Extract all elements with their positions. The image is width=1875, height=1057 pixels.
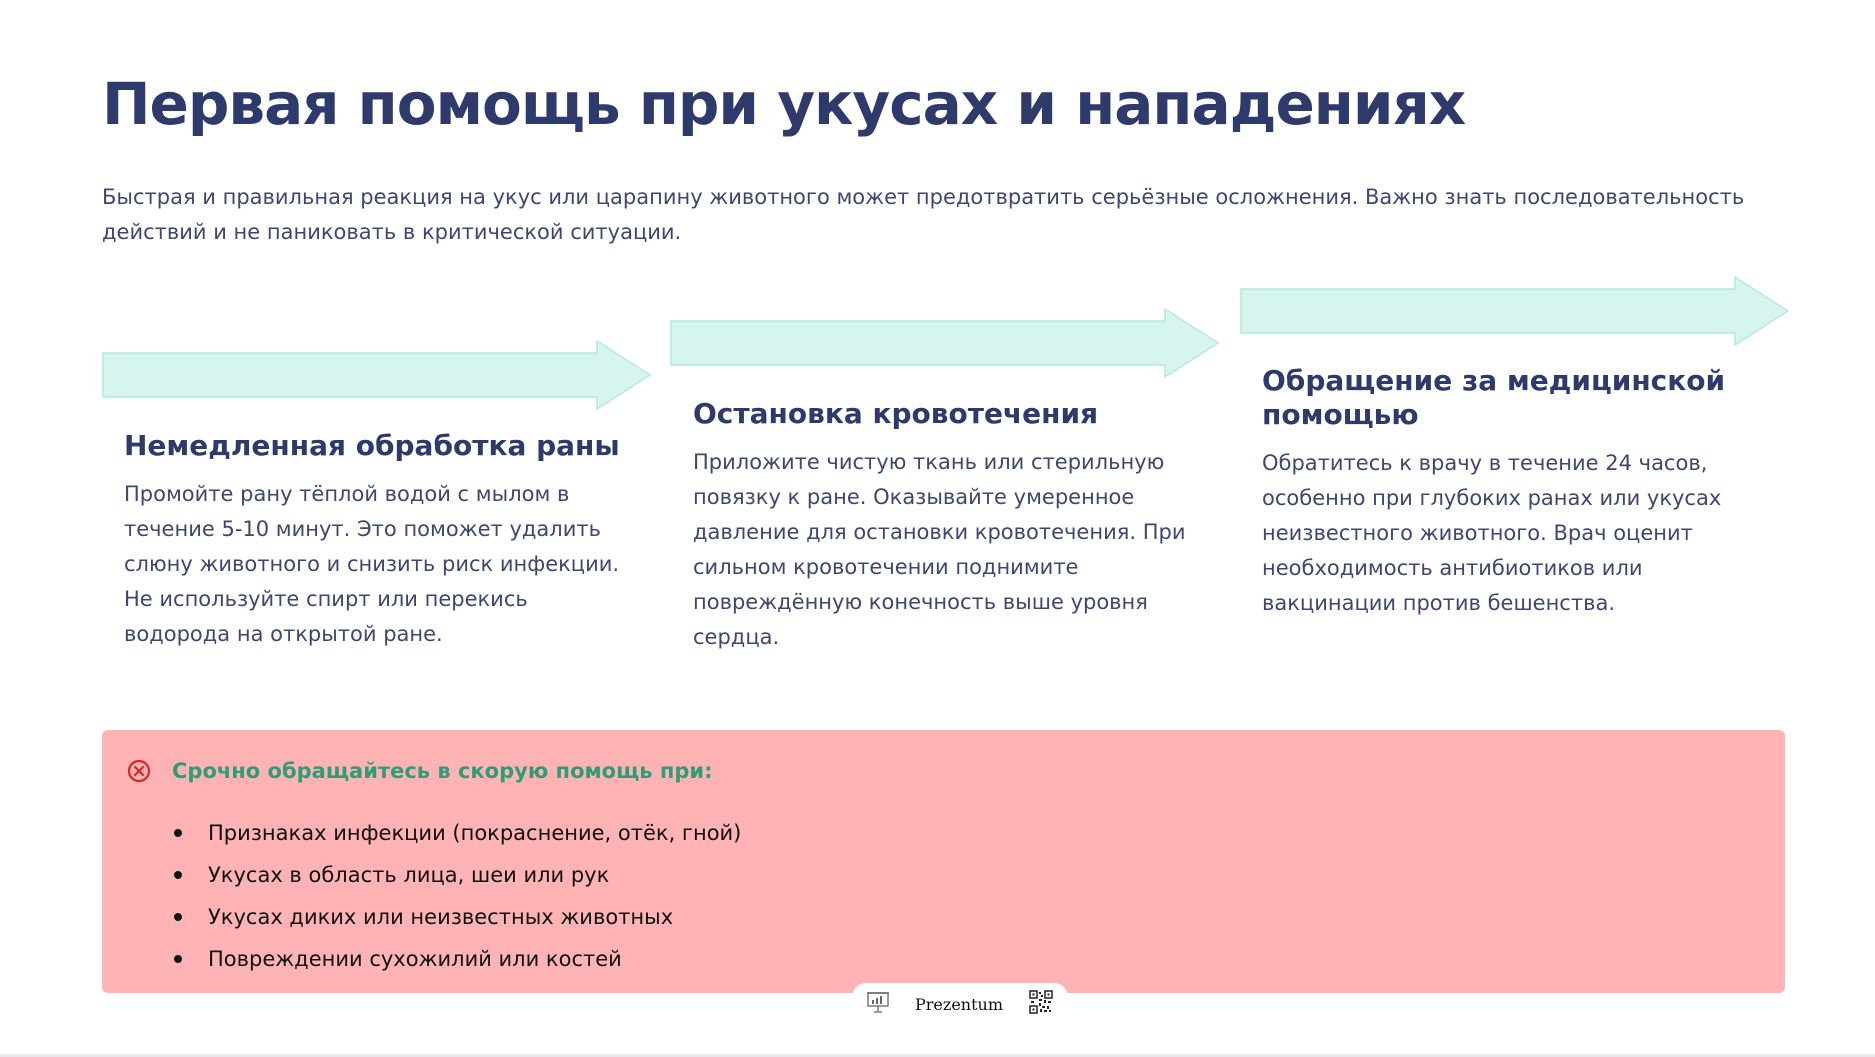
step-1 xyxy=(124,429,624,652)
bullet-icon xyxy=(174,871,182,879)
step-2-title: Остановка кровотечения xyxy=(693,397,1099,430)
step-1-text: Промойте рану тёплой водой с мылом в течение 5-10 минут. Это поможет удалить слюну животного и снизить риск инфекции. Не используйте спирт или перекись водорода на открытой ране. xyxy=(124,482,620,646)
step-2-arrow xyxy=(670,308,1220,378)
page-title: Первая помощь при укусах и нападениях xyxy=(102,70,1466,138)
list-item xyxy=(174,938,741,980)
intro-text: Быстрая и правильная реакция на укус или царапину животного может предотвратить серьёзные осложнения. Важно знать последовательность действий и не паниковать в критической ситуации. xyxy=(102,185,1745,244)
alert-list xyxy=(174,812,741,980)
footer-badge[interactable] xyxy=(852,983,1068,1025)
emergency-alert xyxy=(102,730,1785,993)
list-item-text: Укусах диких или неизвестных животных xyxy=(208,905,674,929)
circle-x-icon xyxy=(126,758,152,784)
step-1-arrow xyxy=(102,340,652,410)
alert-header xyxy=(126,758,713,784)
qr-code-icon xyxy=(1028,989,1054,1019)
alert-title: Срочно обращайтесь в скорую помощь при: xyxy=(172,759,713,783)
list-item xyxy=(174,854,741,896)
list-item-text: Укусах в область лица, шеи или рук xyxy=(208,863,610,887)
bullet-icon xyxy=(174,829,182,837)
step-3-title: Обращение за медицинской помощью xyxy=(1262,364,1726,431)
step-2-text: Приложите чистую ткань или стерильную повязку к ране. Оказывайте умеренное давление для остановки кровотечения. При сильном кровотечении поднимите повреждённую конечность выше уровня сердца. xyxy=(693,450,1186,649)
step-3-arrow xyxy=(1240,276,1790,346)
list-item xyxy=(174,896,741,938)
step-3 xyxy=(1262,364,1762,621)
list-item-text: Признаках инфекции (покраснение, отёк, гной) xyxy=(208,821,742,845)
step-3-text: Обратитесь к врачу в течение 24 часов, особенно при глубоких ранах или укусах неизвестного животного. Врач оценит необходимость антибиотиков или вакцинации против бешенства. xyxy=(1262,451,1722,615)
step-2 xyxy=(693,397,1193,655)
footer-brand: Prezentum xyxy=(915,994,1003,1014)
list-item xyxy=(174,812,741,854)
presentation-icon xyxy=(866,990,890,1018)
step-1-title: Немедленная обработка раны xyxy=(124,429,620,462)
bullet-icon xyxy=(174,955,182,963)
bullet-icon xyxy=(174,913,182,921)
list-item-text: Повреждении сухожилий или костей xyxy=(208,947,622,971)
